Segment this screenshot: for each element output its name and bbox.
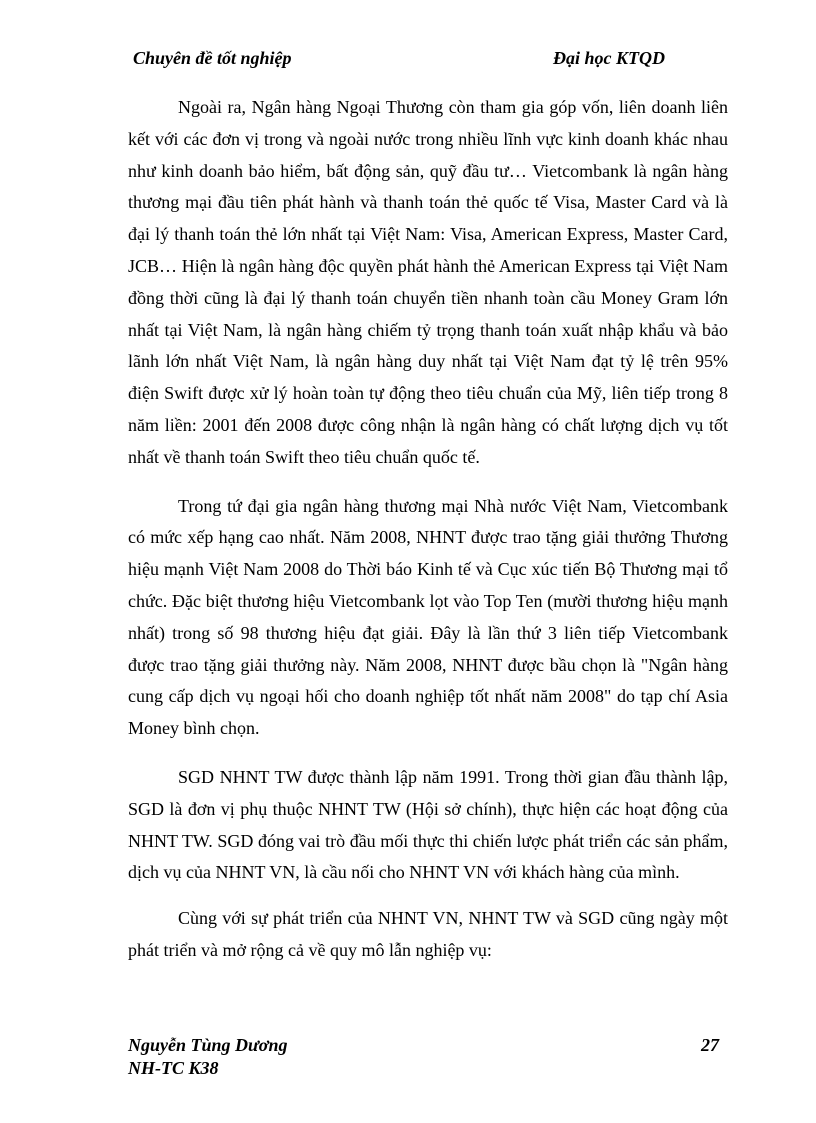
- header-university: Đại học KTQD: [553, 48, 665, 68]
- paragraph-development: Cùng với sự phát triển của NHNT VN, NHNT TW và SGD cũng ngày một phát triển và mở rộng cả về quy mô lẫn nghiệp vụ:: [128, 908, 728, 960]
- page-body: [128, 92, 728, 984]
- footer-class: NH-TC K38: [128, 1058, 219, 1078]
- footer-author: Nguyễn Tùng Dương: [128, 1035, 288, 1055]
- paragraph-vietcombank-services: Ngoài ra, Ngân hàng Ngoại Thương còn tham gia góp vốn, liên doanh liên kết với các đơn vị trong và ngoài nước trong nhiều lĩnh vực kinh doanh khác nhau như kinh doanh bảo hiểm, bất động sản, quỹ đầu tư… Vietcombank là ngân hàng thương mại đầu tiên phát hành và thanh toán thẻ quốc tế Visa, Master Card và là đại lý thanh toán thẻ lớn nhất tại Việt Nam: Visa, American Express, Master Card, JCB… Hiện là ngân hàng độc quyền phát hành thẻ American Express tại Việt Nam đồng thời cũng là đại lý thanh toán chuyển tiền nhanh toàn cầu Money Gram lớn nhất tại Việt Nam, là ngân hàng chiếm tỷ trọng thanh toán xuất nhập khẩu và bảo lãnh lớn nhất Việt Nam, là ngân hàng duy nhất tại Việt Nam đạt tỷ lệ trên 95% điện Swift được xử lý hoàn toàn tự động theo tiêu chuẩn của Mỹ, liên tiếp trong 8 năm liền: 2001 đến 2008 được công nhận là ngân hàng có chất lượng dịch vụ tốt nhất về thanh toán Swift theo tiêu chuẩn quốc tế.: [128, 97, 728, 467]
- header-thesis-title: Chuyên đề tốt nghiệp: [133, 48, 292, 68]
- paragraph-sgd-history: SGD NHNT TW được thành lập năm 1991. Trong thời gian đầu thành lập, SGD là đơn vị phụ thuộc NHNT TW (Hội sở chính), thực hiện các hoạt động của NHNT TW. SGD đóng vai trò đầu mối thực thi chiến lược phát triển các sản phẩm, dịch vụ của NHNT VN, là cầu nối cho NHNT VN với khách hàng của mình.: [128, 766, 728, 883]
- page-header: [0, 48, 816, 74]
- page-number: 27: [701, 1035, 719, 1055]
- paragraph-vietcombank-awards: Trong tứ đại gia ngân hàng thương mại Nhà nước Việt Nam, Vietcombank có mức xếp hạng cao nhất. Năm 2008, NHNT được trao tặng giải thưởng Thương hiệu mạnh Việt Nam 2008 do Thời báo Kinh tế và Cục xúc tiến Bộ Thương mại tổ chức. Đặc biệt thương hiệu Vietcombank lọt vào Top Ten (mười thương hiệu mạnh nhất) trong số 98 thương hiệu đạt giải. Đây là lần thứ 3 liên tiếp Vietcombank được trao tặng giải thưởng này. Năm 2008, NHNT được bầu chọn là "Ngân hàng cung cấp dịch vụ ngoại hối cho doanh nghiệp tốt nhất năm 2008" do tạp chí Asia Money bình chọn.: [128, 495, 728, 739]
